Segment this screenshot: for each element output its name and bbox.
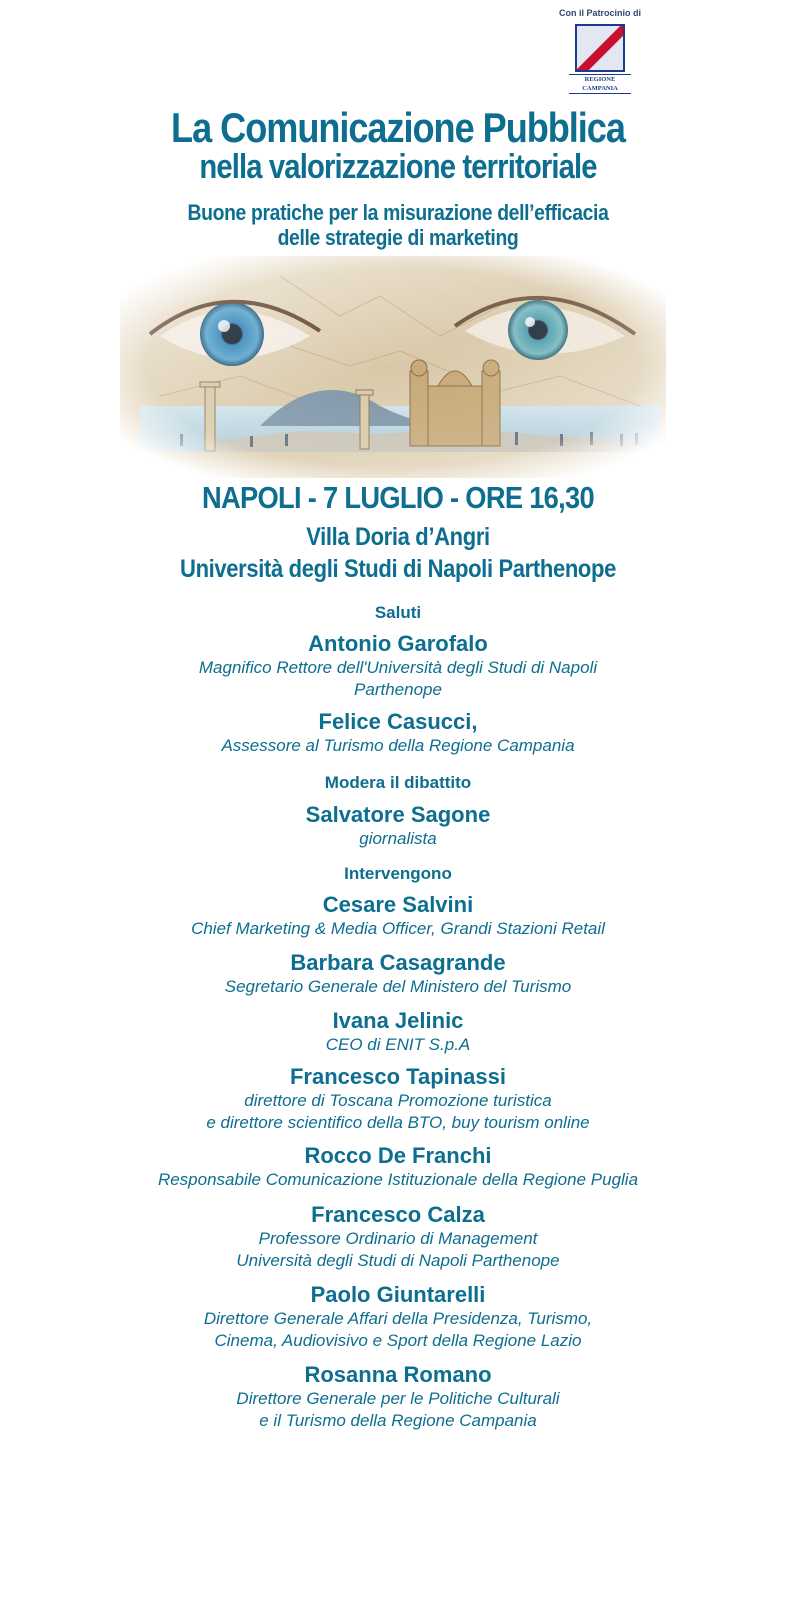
speaker-role: Responsabile Comunicazione Istituzionale della Regione Puglia xyxy=(157,1170,639,1189)
speaker-name: Felice Casucci, xyxy=(318,709,478,734)
speaker-name: Cesare Salvini xyxy=(322,892,474,917)
speaker-item xyxy=(0,1143,796,1191)
title-line-2: nella valorizzazione territoriale xyxy=(199,148,597,186)
title-line-1: La Comunicazione Pubblica xyxy=(171,104,625,151)
speaker-role: e il Turismo della Regione Campania xyxy=(259,1411,537,1430)
speaker-role: Direttore Generale per le Politiche Culturali xyxy=(236,1389,560,1408)
subtitle-line-1: Buone pratiche per la misurazione dell’efficacia xyxy=(187,200,609,225)
crest-shield-icon xyxy=(575,24,625,72)
speaker-role: direttore di Toscana Promozione turistica xyxy=(244,1091,552,1110)
venue-line-1: Villa Doria d’Angri xyxy=(306,523,490,551)
speaker-item xyxy=(0,631,796,701)
patronage-label: Con il Patrocinio di xyxy=(558,8,641,18)
speaker-name: Francesco Calza xyxy=(311,1202,485,1227)
speaker-item xyxy=(0,892,796,940)
speaker-item xyxy=(0,802,796,850)
speaker-item xyxy=(0,709,796,757)
event-date: NAPOLI - 7 LUGLIO - ORE 16,30 xyxy=(202,480,594,515)
speaker-role: Cinema, Audiovisivo e Sport della Regione Lazio xyxy=(214,1331,582,1350)
speaker-item xyxy=(0,1064,796,1134)
patronage-block xyxy=(555,8,645,92)
speaker-role: Segretario Generale del Ministero del Turismo xyxy=(224,977,572,996)
regione-campania-logo xyxy=(569,24,631,92)
speaker-role: Direttore Generale Affari della Presidenza, Turismo, xyxy=(203,1309,593,1328)
speaker-role: Magnifico Rettore dell'Università degli Studi di Napoli xyxy=(198,658,598,677)
speaker-role: e direttore scientifico della BTO, buy tourism online xyxy=(206,1113,590,1132)
intervengono-label: Intervengono xyxy=(344,864,452,883)
event-venue xyxy=(48,521,748,585)
logo-caption: REGIONE CAMPANIA xyxy=(569,74,631,94)
speaker-role: Chief Marketing & Media Officer, Grandi Stazioni Retail xyxy=(191,919,605,938)
speaker-role: Assessore al Turismo della Regione Campania xyxy=(221,736,575,755)
speaker-item xyxy=(0,1008,796,1056)
speaker-name: Barbara Casagrande xyxy=(290,950,506,975)
speaker-name: Rosanna Romano xyxy=(304,1362,492,1387)
speaker-name: Francesco Tapinassi xyxy=(289,1064,506,1089)
venue-line-2: Università degli Studi di Napoli Parthenope xyxy=(180,555,616,583)
subtitle xyxy=(48,200,748,250)
modera-label: Modera il dibattito xyxy=(324,773,472,792)
speaker-name: Ivana Jelinic xyxy=(332,1008,464,1033)
speaker-role: CEO di ENIT S.p.A xyxy=(325,1035,471,1054)
speaker-role: Università degli Studi di Napoli Parthenope xyxy=(236,1251,560,1270)
hero-illustration xyxy=(120,256,666,478)
speaker-name: Rocco De Franchi xyxy=(304,1143,492,1168)
saluti-label: Saluti xyxy=(374,603,422,622)
speaker-role: giornalista xyxy=(359,829,437,848)
speaker-name: Antonio Garofalo xyxy=(308,631,488,656)
subtitle-line-2: delle strategie di marketing xyxy=(277,225,519,250)
speaker-item xyxy=(0,1282,796,1352)
speaker-name: Salvatore Sagone xyxy=(305,802,491,827)
speaker-role: Parthenope xyxy=(354,680,442,699)
speaker-item xyxy=(0,1362,796,1432)
speaker-name: Paolo Giuntarelli xyxy=(310,1282,486,1307)
speaker-item xyxy=(0,1202,796,1272)
speaker-role: Professore Ordinario di Management xyxy=(258,1229,538,1248)
speaker-item xyxy=(0,950,796,998)
